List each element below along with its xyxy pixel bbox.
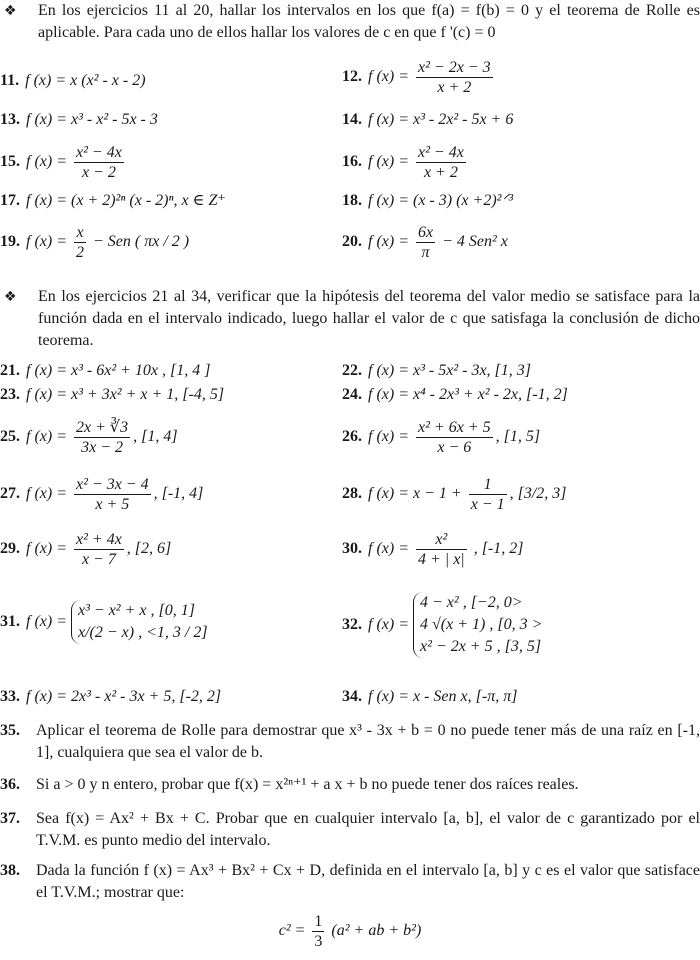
exercise-29: 29. f (x) = $\frac{\text{x² + 4x}}{x - 7}$ , [2, 6] — [0, 531, 172, 568]
intro-tvm-text: En los ejercicios 21 al 34, verificar que la hipótesis del teorema del valor medio se satisface para la función dada en el intervalo indicado, luego hallar el valor de c que satisfaga la conclusión de dicho teorema. — [38, 288, 700, 349]
exercise-16: 16. f (x) = $\frac{\text{x² − 4x}}{x + 2}$ — [342, 144, 464, 181]
exercise-11: 11. f (x) = x (x² - x - 2) — [0, 72, 146, 89]
intro-rolle-text: En los ejercicios 11 al 20, hallar los intervalos en los que f(a) = f(b) = 0 y el teorema de Rolle es aplicable. Para cada uno de ellos hallar los valores de c en que f '(c) = 0 — [38, 2, 700, 41]
exercise-32: 32. f (x) = 4 − x² , [−2, 0> 4 √(x + 1) , [0, 3 > x² − 2x + 5 , [3, 5] — [342, 592, 542, 658]
exercise-37: 37. Sea f(x) = Ax² + Bx + C. Probar que en cualquier intervalo [a, b], el valor de c garantizado por el T.V.M. es punto medio del intervalo. — [0, 810, 700, 849]
diamond-bullet-icon: ❖ — [4, 3, 17, 19]
exercise-28: 28. f (x) = x − 1 + $\frac{1}{x - 1}$ , [3/2, 3] — [342, 476, 567, 513]
exercise-30: 30. f (x) = $\frac{\text{x²}}{4 + | x|}$ , [-1, 2] — [342, 531, 524, 568]
piecewise-brace: x³ − x² + x , [0, 1] x/(2 − x) , <1, 3 / 2] — [71, 600, 208, 644]
exercise-19: 19. f (x) = $\frac{x}{2}$ − Sen ( πx / 2 ) — [0, 224, 190, 261]
final-equation: c² = $\frac{1}{3}$ (a² + ab + b²) — [278, 913, 422, 950]
exercise-35: 35. Aplicar el teorema de Rolle para demostrar que x³ - 3x + b = 0 no puede tener más de una raíz en [-1, 1], cualquiera que sea el valor de b. — [0, 722, 700, 761]
exercise-20: 20. f (x) = $\frac{6x}{\pi}$ − 4 Sen² x — [342, 224, 508, 261]
exercise-27: 27. f (x) = $\frac{\text{x² − 3x − 4}}{x + 5}$ , [-1, 4] — [0, 476, 204, 513]
exercise-31: 31. f (x) = x³ − x² + x , [0, 1] x/(2 − x) , <1, 3 / 2] — [0, 600, 208, 644]
piecewise-brace: 4 − x² , [−2, 0> 4 √(x + 1) , [0, 3 > x² − 2x + 5 , [3, 5] — [413, 592, 542, 658]
intro-tvm — [0, 286, 700, 352]
diamond-bullet-icon: ❖ — [4, 289, 17, 305]
exercise-24: 24. f (x) = x⁴ - 2x³ + x² - 2x, [-1, 2] — [342, 386, 568, 403]
exercise-12: 12. f (x) = $\frac{\text{x² − 2x − 3}}{x + 2}$ — [342, 59, 491, 96]
exercise-17: 17. f (x) = (x + 2)²ⁿ (x - 2)ⁿ, x ∈ Z⁺ — [0, 192, 226, 209]
exercise-25: 25. f (x) = $\frac{2x + ∛3}{3x - 2}$ , [1, 4] — [0, 419, 178, 456]
exercise-33: 33. f (x) = 2x³ - x² - 3x + 5, [-2, 2] — [0, 688, 222, 705]
exercise-21: 21. f (x) = x³ - 6x² + 10x , [1, 4 ] — [0, 362, 211, 379]
exercise-22: 22. f (x) = x³ - 5x² - 3x, [1, 3] — [342, 362, 532, 379]
exercise-34: 34. f (x) = x - Sen x, [-π, π] — [342, 688, 518, 705]
exercise-14: 14. f (x) = x³ - 2x² - 5x + 6 — [342, 111, 514, 128]
exercise-36: 36. Si a > 0 y n entero, probar que f(x) = x²ⁿ⁺¹ + a x + b no puede tener dos raíces reales. — [0, 776, 579, 793]
intro-rolle — [0, 0, 700, 44]
exercise-15: 15. f (x) = $\frac{\text{x² − 4x}}{x - 2}$ — [0, 144, 122, 181]
exercise-13: 13. f (x) = x³ - x² - 5x - 3 — [0, 111, 158, 128]
exercise-18: 18. f (x) = (x - 3) (x +2)²ᐟ³ — [342, 192, 514, 209]
exercise-26: 26. f (x) = $\frac{\text{x² + 6x + 5}}{x - 6}$ , [1, 5] — [342, 419, 541, 456]
exercise-23: 23. f (x) = x³ + 3x² + x + 1, [-4, 5] — [0, 386, 225, 403]
exercise-38: 38. Dada la función f (x) = Ax³ + Bx² + Cx + D, definida en el intervalo [a, b] y c es el valor que satisface el T.V.M.; mostrar que: — [0, 862, 700, 901]
